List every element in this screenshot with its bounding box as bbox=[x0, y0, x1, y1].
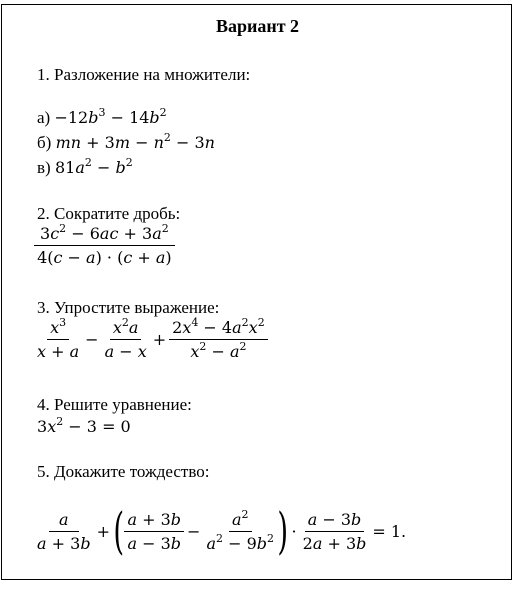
task1-item-b-expression: mn + $3m - n^2 - 3n$ bbox=[55, 131, 215, 152]
task1-item-c-label: в) bbox=[37, 158, 51, 177]
task3-heading: 3. Упростите выражение: bbox=[37, 298, 220, 317]
task1-item-b-label: б) bbox=[37, 133, 52, 152]
task1-item-a-expression: $-12b^3 - 14b^2$ bbox=[54, 106, 167, 127]
task1-item-c bbox=[37, 158, 133, 178]
task4-heading: 4. Решите уравнение: bbox=[37, 395, 192, 414]
task5-identity: $\frac{a}{a + 3b}$ + ( $\frac{a + 3b}{a - 3b}$ − $\frac{a^2}{a^2 - 9b^2}$ ) · $\frac{a - 3b}{2a + 3b}$ = 1. bbox=[37, 502, 407, 560]
task2-fraction: $\frac{3c^2 - 6ac + 3a^2}{4(c - a) \cdot (c + a)}$ bbox=[34, 224, 175, 267]
worksheet-frame bbox=[1, 4, 512, 580]
task4-equation: $3x^2 - 3 = 0$ bbox=[37, 415, 131, 436]
task3-expression: $\frac{x^3}{x + a}$ − $\frac{x^2a}{a - x}$ + $\frac{2x^4 - 4a^2x^2}{x^2 - a^2}$ bbox=[34, 318, 268, 361]
task1-heading: 1. Разложение на множители: bbox=[37, 65, 251, 84]
task1-item-a bbox=[37, 108, 167, 128]
task1-item-b bbox=[37, 133, 215, 153]
task2-heading: 2. Сократите дробь: bbox=[37, 204, 181, 223]
variant-title: Вариант 2 bbox=[215, 16, 300, 36]
task1-item-c-expression: $81a^2 - b^2$ bbox=[54, 156, 133, 177]
task5-heading: 5. Докажите тождество: bbox=[37, 462, 210, 481]
task1-item-a-label: а) bbox=[37, 108, 51, 127]
